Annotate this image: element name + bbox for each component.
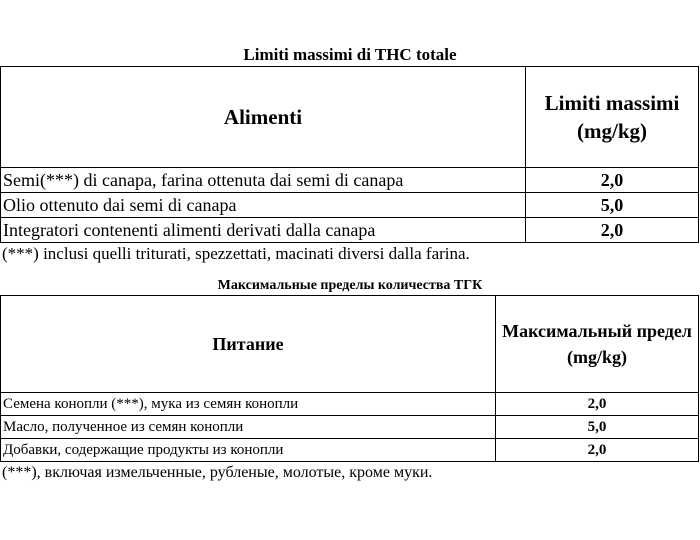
italian-table-caption: Limiti massimi di THC totale [243,45,457,64]
row-limit-value: 2,0 [496,393,699,416]
italian-thc-table [0,66,699,243]
row-food-name: Integratori contenenti alimenti derivati dalla canapa [1,218,526,243]
italian-section [0,44,700,265]
row-food-name: Семена конопли (***), мука из семян конопли [1,393,496,416]
table-header-row [1,67,699,168]
table-row [1,439,699,462]
row-food-name: Olio ottenuto dai semi di canapa [1,193,526,218]
row-food-name: Semi(***) di canapa, farina ottenuta dai semi di canapa [1,168,526,193]
header-food: Питание [1,296,496,393]
row-limit-value: 5,0 [526,193,699,218]
russian-footnote: (***), включая измельченные, рубленые, молотые, кроме муки. [2,464,433,481]
russian-section [0,277,700,484]
header-foods: Alimenti [1,67,526,168]
row-limit-value: 2,0 [526,168,699,193]
row-limit-value: 5,0 [496,416,699,439]
russian-table-caption: Максимальные пределы количества ТГК [217,278,483,293]
header-max-limits: Limiti massimi (mg/kg) [526,67,699,168]
table-row [1,168,699,193]
header-max-limit: Максимальный предел (mg/kg) [496,296,699,393]
row-limit-value: 2,0 [496,439,699,462]
table-row [1,193,699,218]
italian-footnote: (***) inclusi quelli triturati, spezzettati, macinati diversi dalla farina. [2,244,470,263]
row-limit-value: 2,0 [526,218,699,243]
table-row [1,218,699,243]
table-row [1,393,699,416]
row-food-name: Добавки, содержащие продукты из конопли [1,439,496,462]
table-header-row [1,296,699,393]
russian-thc-table [0,295,699,462]
row-food-name: Масло, полученное из семян конопли [1,416,496,439]
table-row [1,416,699,439]
